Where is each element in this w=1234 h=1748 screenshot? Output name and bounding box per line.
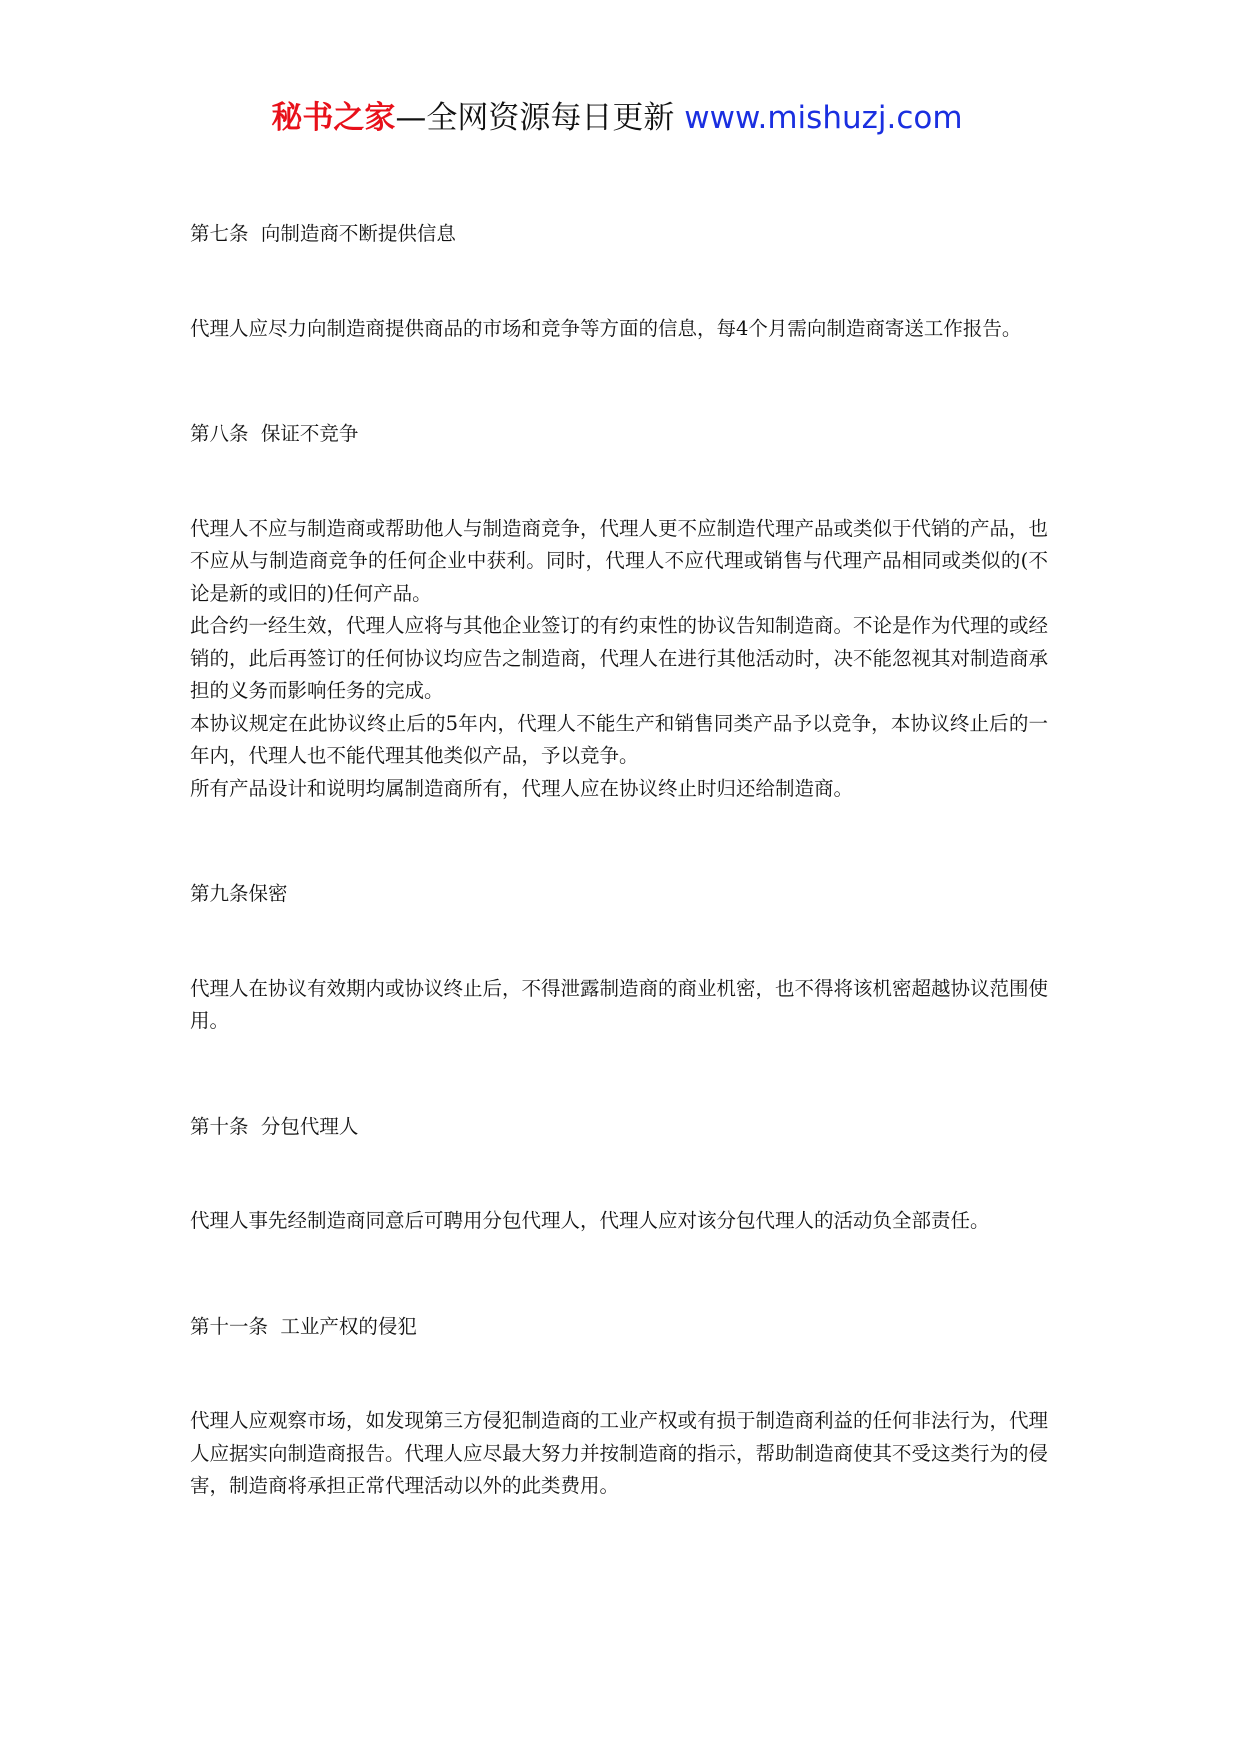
- article-10-paragraph: 代理人事先经制造商同意后可聘用分包代理人，代理人应对该分包代理人的活动负全部责任。: [190, 1209, 990, 1232]
- article-9-heading: 第九条保密: [190, 882, 288, 905]
- site-banner: [0, 98, 1234, 138]
- article-8-heading: 第八条 保证不竞争: [190, 422, 359, 445]
- article-8-paragraph-2: 此合约一经生效，代理人应将与其他企业签订的有约束性的协议告知制造商。不论是作为代理的或经销的，此后再签订的任何协议均应告之制造商，代理人在进行其他活动时，决不能忽视其对制造商承担的义务而影响任务的完成。: [190, 614, 1049, 702]
- article-8-paragraph-4: 所有产品设计和说明均属制造商所有，代理人应在协议终止时归还给制造商。: [190, 776, 854, 800]
- article-11-paragraph: 代理人应观察市场，如发现第三方侵犯制造商的工业产权或有损于制造商利益的任何非法行为，代理人应据实向制造商报告。代理人应尽最大努力并按制造商的指示，帮助制造商使其不受这类行为的侵害，制造商将承担正常代理活动以外的此类费用。: [190, 1409, 1049, 1497]
- banner-url-link[interactable]: www.mishuzj.com: [684, 100, 963, 136]
- article-8-paragraph-1: 代理人不应与制造商或帮助他人与制造商竞争，代理人更不应制造代理产品或类似于代销的产品，也不应从与制造商竞争的任何企业中获利。同时，代理人不应代理或销售与代理产品相同或类似的(不论是新的或旧的)任何产品。: [190, 516, 1049, 605]
- banner-brand: 秘书之家: [271, 100, 396, 136]
- article-7-heading: 第七条 向制造商不断提供信息: [190, 222, 456, 245]
- document-body: [190, 218, 1048, 1503]
- article-9-paragraph: 代理人在协议有效期内或协议终止后，不得泄露制造商的商业机密，也不得将该机密超越协议范围使用。: [190, 976, 1049, 1032]
- article-10-heading: 第十条 分包代理人: [190, 1114, 359, 1138]
- article-8-paragraph-3: 本协议规定在此协议终止后的5年内，代理人不能生产和销售同类产品予以竞争，本协议终止后的一年内，代理人也不能代理其他类似产品，予以竞争。: [190, 711, 1048, 767]
- article-7-paragraph: 代理人应尽力向制造商提供商品的市场和竞争等方面的信息，每4个月需向制造商寄送工作报告。: [190, 316, 1022, 340]
- article-11-heading: 第十一条 工业产权的侵犯: [190, 1314, 417, 1338]
- banner-slogan: —全网资源每日更新: [395, 100, 685, 136]
